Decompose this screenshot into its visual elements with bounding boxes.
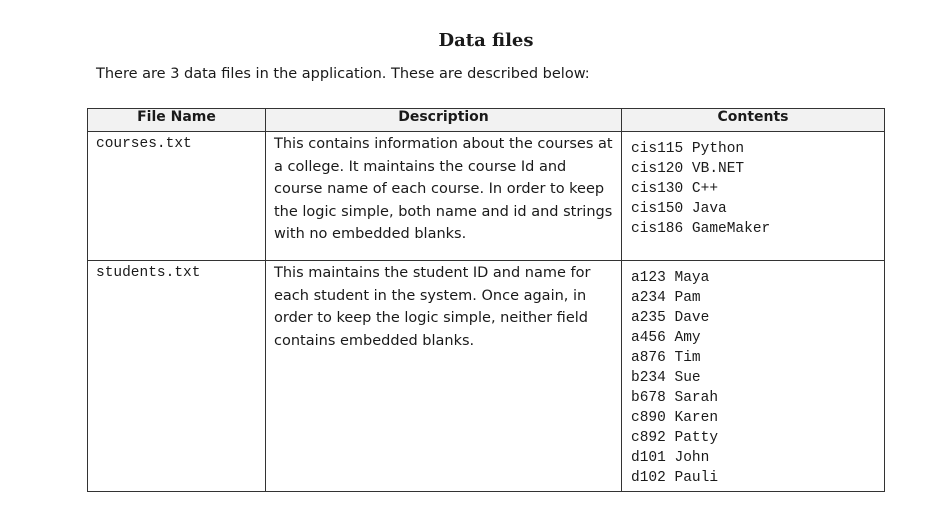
content-line: cis115 Python [631,141,745,157]
content-line: a234 Pam [631,290,701,306]
content-line: cis120 VB.NET [631,161,745,177]
page-title: Data files [438,30,534,51]
description-cell: This contains information about the courses at a college. It maintains the course Id and course name of each course. In order to keep the logic simple, both name and id and strings with no embedded blanks. [266,132,622,261]
file-name-cell: courses.txt [88,132,266,261]
content-line: cis150 Java [631,201,727,217]
file-name-cell: students.txt [88,261,266,492]
content-line: c892 Patty [631,430,719,446]
content-line: c890 Karen [631,410,719,426]
content-line: a876 Tim [631,350,701,366]
header-contents: Contents [622,109,885,132]
content-line: a456 Amy [631,330,701,346]
content-line: cis130 C++ [631,181,719,197]
contents-cell [622,132,885,261]
table-row [88,132,885,261]
table-row [88,261,885,492]
content-line: a123 Maya [631,270,710,286]
content-line: b234 Sue [631,370,701,386]
content-line: d102 Pauli [631,470,719,486]
content-line: d101 John [631,450,710,466]
intro-text: There are 3 data files in the application. These are described below: [96,66,590,82]
header-description: Description [266,109,622,132]
data-files-table [87,108,885,492]
content-line: cis186 GameMaker [631,221,771,237]
header-file-name: File Name [88,109,266,132]
contents-cell [622,261,885,492]
content-line: a235 Dave [631,310,710,326]
content-line: b678 Sarah [631,390,719,406]
description-cell: This maintains the student ID and name for each student in the system. Once again, in order to keep the logic simple, neither field contains embedded blanks. [266,261,622,492]
header-row [88,109,885,132]
